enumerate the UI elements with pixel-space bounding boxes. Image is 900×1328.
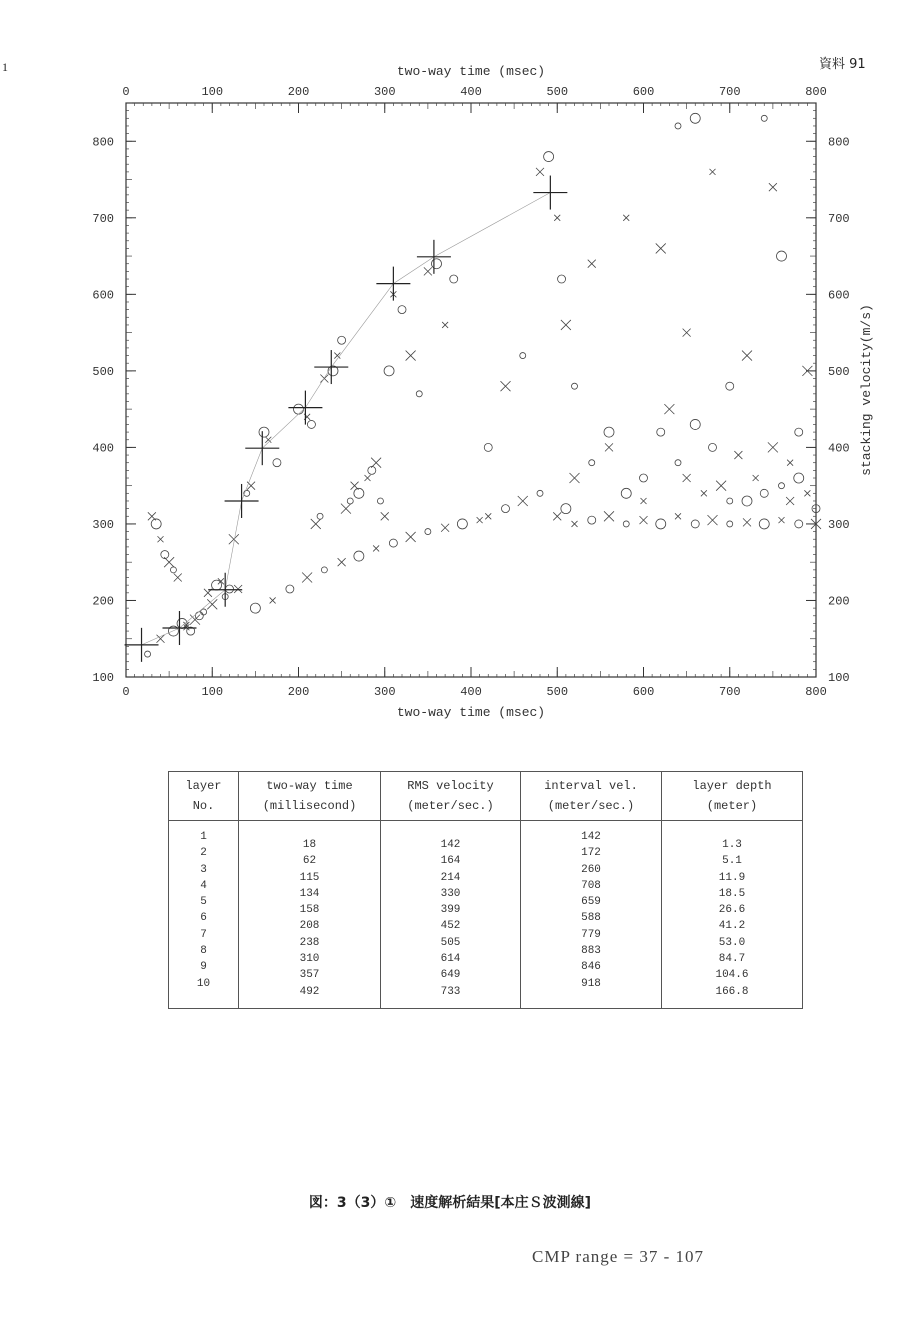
- scatter-point-circle: [779, 483, 785, 489]
- scatter-point-circle: [621, 488, 631, 498]
- header-layer-no: [169, 772, 239, 821]
- right-y-axis-title: stacking velocity(m/s): [859, 304, 874, 476]
- scatter-point-circle: [273, 459, 281, 467]
- figure-caption: 図：3（3）① 速度解析結果[本庄Ｓ波測線]: [308, 1195, 592, 1211]
- scatter-point-circle: [726, 382, 734, 390]
- scatter-point-cross: [768, 442, 778, 452]
- cell-two-way-time: 357: [299, 969, 320, 982]
- cell-interval-vel: 588: [581, 912, 601, 925]
- scatter-point-cross: [664, 404, 674, 414]
- scatter-point-circle: [795, 520, 803, 528]
- scatter-point-circle: [226, 585, 234, 593]
- x-tick-label-top: 100: [201, 85, 224, 99]
- scatter-point-cross: [157, 635, 165, 643]
- scatter-point-circle: [588, 516, 596, 524]
- cell-interval-vel: 918: [581, 977, 601, 990]
- bottom-x-axis-title: two-way time (msec): [396, 705, 546, 720]
- top-x-axis-title: two-way time (msec): [396, 64, 546, 79]
- picked-velocity-marker: [533, 176, 567, 210]
- scatter-point-circle: [502, 505, 510, 513]
- scatter-point-circle: [317, 513, 323, 519]
- cell-layer-depth: 84.7: [718, 953, 746, 966]
- y-tick-label-right: 700: [828, 211, 850, 226]
- tick-labels: [92, 85, 849, 699]
- y-tick-label-left: 800: [92, 135, 114, 150]
- x-tick-label-bottom: 500: [546, 685, 569, 699]
- scatter-point-circle: [604, 427, 614, 437]
- scatter-point-circle: [558, 275, 566, 283]
- x-tick-label-top: 200: [287, 85, 310, 99]
- scatter-point-cross: [158, 536, 164, 542]
- scatter-point-circle: [425, 529, 431, 535]
- scatter-point-circle: [537, 490, 543, 496]
- scatter-point-circle: [795, 428, 803, 436]
- scatter-point-cross: [641, 498, 647, 504]
- y-tick-label-left: 400: [92, 441, 114, 456]
- scatter-point-circle: [657, 428, 665, 436]
- scatter-layer: [145, 113, 821, 657]
- scatter-point-cross: [605, 443, 613, 451]
- page-number: 資料 91: [819, 57, 866, 72]
- scatter-point-cross: [553, 512, 561, 520]
- cell-interval-vel: 779: [581, 928, 601, 941]
- cell-two-way-time: 492: [299, 985, 320, 998]
- scatter-point-cross: [623, 215, 629, 221]
- scatter-point-circle: [354, 551, 364, 561]
- scatter-point-cross: [675, 513, 681, 519]
- scatter-point-circle: [321, 567, 327, 573]
- header-two-way-time: [239, 772, 381, 821]
- cell-layer-no: 6: [200, 912, 207, 925]
- major-ticks: [126, 103, 816, 677]
- scatter-point-cross: [501, 381, 511, 391]
- y-tick-label-right: 400: [828, 441, 850, 456]
- cell-interval-vel: 260: [581, 863, 601, 876]
- scatter-point-cross: [779, 517, 785, 523]
- cell-layer-no: 7: [200, 928, 207, 941]
- scatter-point-cross: [640, 516, 648, 524]
- cell-layer-no: 5: [200, 896, 207, 909]
- cell-rms-velocity: 330: [440, 887, 461, 900]
- column-interval-vel: [521, 821, 662, 1009]
- cell-rms-velocity: 164: [440, 855, 461, 868]
- cell-two-way-time: 238: [299, 936, 320, 949]
- scatter-point-cross: [334, 353, 340, 359]
- scatter-point-cross: [708, 515, 718, 525]
- x-tick-label-top: 500: [546, 85, 569, 99]
- scatter-point-circle: [572, 383, 578, 389]
- scatter-point-circle: [623, 521, 629, 527]
- scatter-point-cross: [338, 558, 346, 566]
- scatter-point-cross: [442, 322, 448, 328]
- scatter-point-circle: [777, 251, 787, 261]
- cmp-range: CMP range = 37 - 107: [532, 1247, 705, 1266]
- scatter-point-circle: [561, 504, 571, 514]
- header-layer-no-line1: layer: [185, 779, 222, 793]
- header-layer-depth-line2: (meter): [706, 799, 758, 813]
- scatter-point-circle: [656, 519, 666, 529]
- x-tick-label-bottom: 300: [373, 685, 396, 699]
- scatter-point-circle: [759, 519, 769, 529]
- x-tick-label-bottom: 100: [201, 685, 224, 699]
- scatter-point-cross: [604, 511, 614, 521]
- scatter-point-circle: [640, 474, 648, 482]
- scatter-point-cross: [769, 183, 777, 191]
- cell-two-way-time: 310: [299, 953, 320, 966]
- y-tick-label-left: 600: [92, 288, 114, 303]
- scatter-point-circle: [307, 420, 315, 428]
- cell-rms-velocity: 214: [440, 871, 461, 884]
- column-two-way-time: [239, 821, 381, 1009]
- scatter-point-circle: [727, 498, 733, 504]
- scatter-point-cross: [561, 320, 571, 330]
- scatter-point-cross: [365, 475, 371, 481]
- scatter-point-cross: [302, 573, 312, 583]
- scatter-point-circle: [250, 603, 260, 613]
- cell-interval-vel: 172: [581, 847, 601, 860]
- cell-layer-depth: 53.0: [718, 936, 746, 949]
- x-tick-label-top: 600: [632, 85, 655, 99]
- scatter-point-circle: [416, 391, 422, 397]
- x-tick-label-bottom: 800: [805, 685, 827, 699]
- cell-interval-vel: 708: [581, 879, 601, 892]
- header-interval-vel: [521, 772, 662, 821]
- pick-line: [142, 193, 551, 645]
- cell-layer-depth: 26.6: [718, 904, 746, 917]
- x-tick-label-bottom: 200: [287, 685, 310, 699]
- scatter-point-cross: [710, 169, 716, 175]
- cell-layer-depth: 11.9: [718, 871, 746, 884]
- cell-layer-no: 4: [200, 879, 207, 892]
- cell-layer-no: 1: [200, 831, 207, 843]
- header-layer-no-line2: No.: [192, 799, 215, 813]
- scatter-point-circle: [457, 519, 467, 529]
- cell-layer-no: 8: [200, 945, 207, 958]
- header-interval-vel-line1: interval vel.: [544, 779, 638, 793]
- cell-layer-depth: 104.6: [715, 969, 749, 982]
- scatter-point-cross: [270, 597, 276, 603]
- cell-layer-no: 2: [200, 847, 207, 860]
- scatter-point-cross: [424, 267, 432, 275]
- picked-velocity-marker: [225, 484, 259, 518]
- scatter-point-circle: [742, 496, 752, 506]
- scatter-point-cross: [406, 532, 416, 542]
- cell-rms-velocity: 505: [440, 936, 461, 949]
- y-tick-label-right: 500: [828, 364, 850, 379]
- scatter-point-cross: [518, 496, 528, 506]
- column-rms-velocity: [381, 821, 521, 1009]
- layer-results-table: [168, 771, 803, 1009]
- scatter-point-circle: [520, 353, 526, 359]
- scatter-point-cross: [371, 458, 381, 468]
- scatter-point-circle: [347, 498, 353, 504]
- scatter-point-cross: [786, 497, 794, 505]
- y-tick-label-left: 200: [92, 594, 114, 609]
- scatter-point-cross: [536, 168, 544, 176]
- scatter-point-cross: [320, 375, 328, 383]
- header-two-way-time-line2: (millisecond): [262, 799, 357, 813]
- x-tick-label-top: 300: [373, 85, 396, 99]
- x-tick-label-top: 400: [460, 85, 482, 99]
- scatter-point-circle: [389, 539, 397, 547]
- cell-two-way-time: 115: [299, 871, 320, 884]
- picked-velocity-marker: [125, 628, 159, 662]
- scatter-point-circle: [398, 306, 406, 314]
- scatter-point-circle: [690, 419, 700, 429]
- cell-layer-depth: 166.8: [715, 985, 749, 998]
- scatter-point-circle: [170, 567, 176, 573]
- scatter-point-cross: [716, 481, 726, 491]
- scatter-point-cross: [734, 451, 742, 459]
- scatter-point-circle: [145, 651, 151, 657]
- header-layer-depth-line1: layer depth: [692, 779, 772, 793]
- scatter-point-circle: [675, 123, 681, 129]
- cell-two-way-time: 62: [302, 855, 317, 868]
- cell-two-way-time: 18: [302, 839, 317, 851]
- cell-interval-vel: 846: [581, 961, 601, 974]
- x-tick-label-bottom: 700: [718, 685, 741, 699]
- cell-layer-depth: 18.5: [718, 887, 746, 900]
- y-tick-label-right: 800: [828, 135, 850, 150]
- scatter-point-circle: [727, 521, 733, 527]
- scatter-point-cross: [247, 482, 255, 490]
- plot-frame: [126, 103, 816, 677]
- y-tick-label-left: 300: [92, 517, 114, 532]
- cell-two-way-time: 134: [299, 887, 320, 900]
- scatter-point-circle: [338, 336, 346, 344]
- x-tick-label-bottom: 600: [632, 685, 655, 699]
- scatter-point-circle: [544, 152, 554, 162]
- picked-velocity-marker: [208, 573, 242, 607]
- picked-velocity-marker: [376, 267, 410, 301]
- header-rms-velocity-line1: RMS velocity: [407, 779, 494, 793]
- cell-layer-no: 10: [196, 977, 211, 990]
- y-tick-label-left: 100: [92, 671, 114, 685]
- picks-layer: [125, 176, 568, 662]
- scatter-point-circle: [151, 519, 161, 529]
- scatter-point-cross: [588, 260, 596, 268]
- header-two-way-time-line1: two-way time: [266, 779, 353, 793]
- cell-two-way-time: 158: [299, 904, 320, 917]
- scatter-point-circle: [690, 113, 700, 123]
- y-tick-label-left: 700: [92, 211, 114, 226]
- cell-interval-vel: 142: [581, 831, 601, 843]
- scatter-point-cross: [441, 524, 449, 532]
- x-tick-label-top: 700: [718, 85, 741, 99]
- header-rms-velocity-line2: (meter/sec.): [407, 799, 494, 813]
- cell-rms-velocity: 142: [440, 839, 461, 851]
- cell-layer-depth: 1.3: [722, 839, 742, 851]
- scatter-point-circle: [384, 366, 394, 376]
- column-layer-no: [169, 821, 239, 1009]
- header-rms-velocity: [381, 772, 521, 821]
- cell-two-way-time: 208: [299, 920, 320, 933]
- minor-ticks: [126, 103, 816, 677]
- page-left-mark: 1: [2, 60, 8, 74]
- scatter-point-cross: [787, 460, 793, 466]
- scatter-point-circle: [354, 488, 364, 498]
- y-tick-label-right: 100: [828, 671, 850, 685]
- scatter-point-circle: [432, 259, 442, 269]
- cell-rms-velocity: 649: [440, 969, 461, 982]
- cell-layer-depth: 41.2: [718, 920, 746, 933]
- scatter-point-cross: [683, 474, 691, 482]
- scatter-point-cross: [554, 215, 560, 221]
- scatter-point-cross: [683, 329, 691, 337]
- scatter-point-cross: [656, 243, 666, 253]
- scatter-point-circle: [761, 115, 767, 121]
- cell-rms-velocity: 452: [440, 920, 461, 933]
- scatter-point-circle: [760, 489, 768, 497]
- scatter-point-circle: [377, 498, 383, 504]
- scatter-point-cross: [742, 351, 752, 361]
- picked-velocity-marker: [417, 240, 451, 274]
- y-tick-label-right: 200: [828, 594, 850, 609]
- picked-velocity-marker: [288, 391, 322, 425]
- scatter-point-cross: [570, 473, 580, 483]
- scatter-point-cross: [164, 557, 174, 567]
- scatter-point-cross: [743, 518, 751, 526]
- scatter-point-cross: [265, 437, 271, 443]
- y-tick-label-right: 600: [828, 288, 850, 303]
- scatter-point-cross: [381, 512, 389, 520]
- scatter-point-circle: [709, 443, 717, 451]
- x-tick-label-bottom: 0: [122, 685, 130, 699]
- scatter-point-cross: [572, 521, 578, 527]
- scatter-point-circle: [450, 275, 458, 283]
- y-tick-label-left: 500: [92, 364, 114, 379]
- scatter-point-cross: [485, 513, 491, 519]
- scatter-point-cross: [406, 351, 416, 361]
- x-tick-label-bottom: 400: [460, 685, 482, 699]
- column-layer-depth: [662, 821, 803, 1009]
- y-tick-label-right: 300: [828, 517, 850, 532]
- cell-rms-velocity: 733: [440, 985, 461, 998]
- x-tick-label-top: 0: [122, 85, 130, 99]
- scatter-point-circle: [691, 520, 699, 528]
- cell-layer-no: 9: [200, 961, 207, 974]
- scatter-point-cross: [174, 574, 182, 582]
- scatter-point-circle: [794, 473, 804, 483]
- scatter-point-cross: [373, 545, 379, 551]
- cell-rms-velocity: 614: [440, 953, 461, 966]
- scatter-point-cross: [753, 475, 759, 481]
- scatter-point-cross: [341, 504, 351, 514]
- cell-layer-no: 3: [200, 863, 207, 876]
- cell-layer-depth: 5.1: [722, 855, 742, 868]
- scatter-point-circle: [589, 460, 595, 466]
- cell-interval-vel: 659: [581, 896, 601, 909]
- picked-velocity-marker: [314, 350, 348, 384]
- scatter-point-circle: [294, 404, 304, 414]
- cell-rms-velocity: 399: [440, 904, 461, 917]
- scatter-point-cross: [477, 517, 483, 523]
- cell-interval-vel: 883: [581, 945, 601, 958]
- scatter-point-circle: [286, 585, 294, 593]
- header-layer-depth: [662, 772, 803, 821]
- header-interval-vel-line2: (meter/sec.): [547, 799, 635, 813]
- scatter-point-cross: [234, 585, 242, 593]
- x-tick-label-top: 800: [805, 85, 827, 99]
- scatter-point-circle: [484, 443, 492, 451]
- scatter-point-cross: [804, 490, 810, 496]
- scatter-point-cross: [701, 490, 707, 496]
- scatter-point-cross: [311, 519, 321, 529]
- scatter-point-circle: [259, 427, 269, 437]
- scatter-point-circle: [675, 460, 681, 466]
